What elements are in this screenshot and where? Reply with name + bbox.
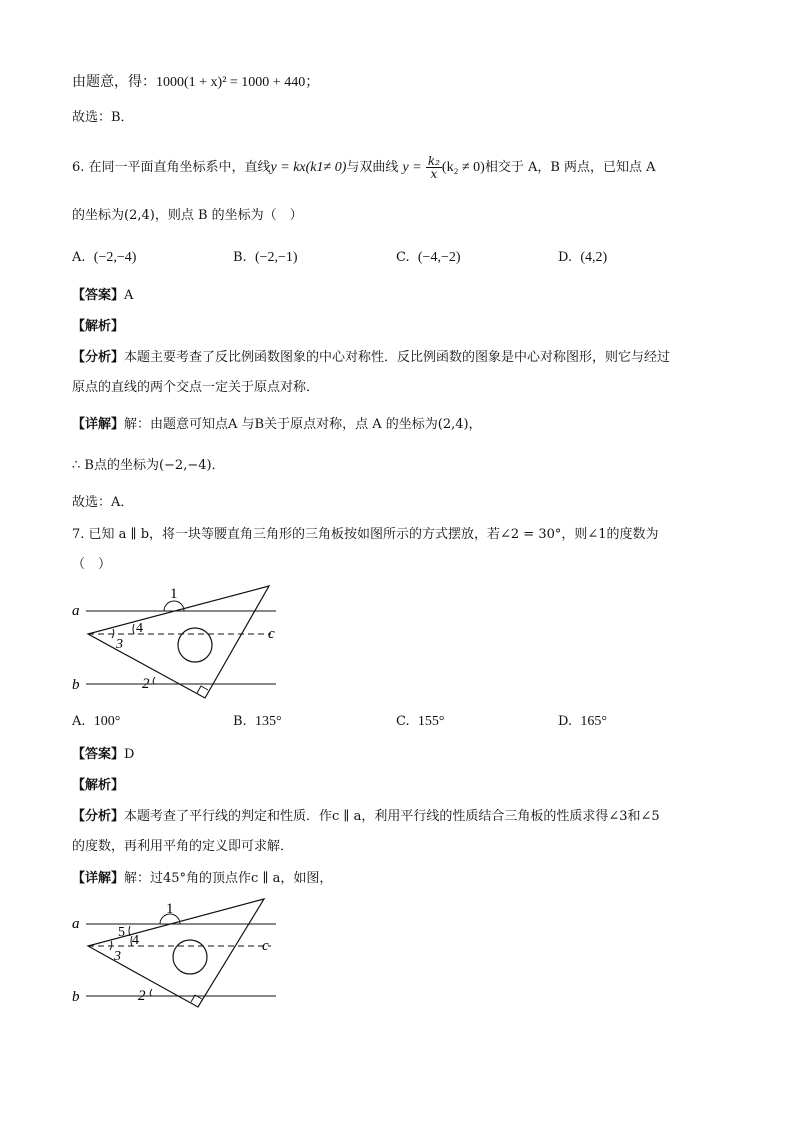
q7-option-a[interactable]: A. 100° xyxy=(72,714,121,729)
fig1-angle-2: 2 xyxy=(142,676,150,692)
q7-figure-1 xyxy=(66,580,286,705)
fig1-label-a: a xyxy=(72,603,80,619)
q6-suffix: 相交于 A，B 两点，已知点 A xyxy=(484,160,656,175)
q6-analysis-heading: 【解析】 xyxy=(72,319,125,334)
q6-detail-line2: ∴ B点的坐标为(−2,−4)． xyxy=(72,458,225,473)
q6-frac-den: x xyxy=(430,167,438,181)
fig2-angle-4: 4 xyxy=(132,933,139,948)
fig1-label-b: b xyxy=(72,677,80,693)
q6-answer: 【答案】A xyxy=(72,288,134,303)
q6-final-choice: 故选：A． xyxy=(72,495,134,510)
q7-figure-2 xyxy=(66,893,286,1018)
q6-line-equation: y = kx(k1≠ 0) xyxy=(270,160,347,175)
fig2-label-b: b xyxy=(72,989,80,1005)
q7-analysis-heading: 【解析】 xyxy=(72,778,125,793)
q7-answer: 【答案】D xyxy=(72,747,135,762)
q6-analysis-line2: 原点的直线的两个交点一定关于原点对称． xyxy=(72,380,320,395)
solution-choice-b: 故选：B． xyxy=(72,110,134,125)
fig2-angle-2: 2 xyxy=(138,988,146,1004)
q7-stem-line2: （ ） xyxy=(72,557,112,572)
q6-option-b[interactable]: B. (−2,−1) xyxy=(233,250,298,265)
q6-option-a[interactable]: A. (−2,−4) xyxy=(72,250,137,265)
solution-line-equation: 由题意，得：1000(1 + x)² = 1000 + 440； xyxy=(72,75,320,90)
fig2-angle-1: 1 xyxy=(166,901,174,917)
q6-stem-line2: 的坐标为(2,4)，则点 B 的坐标为（ ） xyxy=(72,208,303,223)
fig1-angle-3: 3 xyxy=(116,637,123,652)
fig1-angle-4: 4 xyxy=(136,621,143,636)
q7-option-b[interactable]: B. 135° xyxy=(233,714,282,729)
q6-prefix: 6. 在同一平面直角坐标系中，直线 xyxy=(72,160,271,175)
q6-option-d[interactable]: D. (4,2) xyxy=(558,250,608,265)
fig1-label-c: c xyxy=(268,626,275,642)
q7-option-c[interactable]: C. 155° xyxy=(396,714,445,729)
q6-y: y = xyxy=(402,160,422,175)
fig2-angle-3: 3 xyxy=(114,949,121,964)
q6-fraction xyxy=(426,155,442,180)
q7-option-d[interactable]: D. 165° xyxy=(558,714,607,729)
q7-detail-line1: 【详解】解：过45°角的顶点作c ∥ a，如图， xyxy=(72,871,333,886)
q6-cond: (k₂ ≠ 0) xyxy=(441,160,485,175)
fig1-angle-1: 1 xyxy=(170,586,178,602)
fig2-label-a: a xyxy=(72,916,80,932)
q6-option-c[interactable]: C. (−4,−2) xyxy=(396,250,461,265)
q6-analysis-line1: 【分析】本题主要考查了反比例函数图象的中心对称性．反比例函数的图象是中心对称图形，则它与经过 xyxy=(72,350,671,365)
q6-mid: 与双曲线 xyxy=(346,160,399,175)
q7-analysis-line1: 【分析】本题考查了平行线的判定和性质．作c ∥ a，利用平行线的性质结合三角板的性质求得∠3和∠5 xyxy=(72,809,660,824)
q6-stem-line1 xyxy=(72,155,734,180)
q7-stem-line1: 7. 已知 a ∥ b，将一块等腰直角三角形的三角板按如图所示的方式摆放，若∠2 = 30°，则∠1的度数为 xyxy=(72,527,659,542)
q6-frac-num: k₂ xyxy=(427,154,440,168)
q6-detail-line1: 【详解】解：由题意可知点A 与B关于原点对称，点 A 的坐标为(2,4)， xyxy=(72,417,482,432)
fig2-angle-5: 5 xyxy=(118,925,125,940)
q7-analysis-line2: 的度数，再利用平角的定义即可求解． xyxy=(72,839,294,854)
fig2-label-c: c xyxy=(262,938,269,954)
